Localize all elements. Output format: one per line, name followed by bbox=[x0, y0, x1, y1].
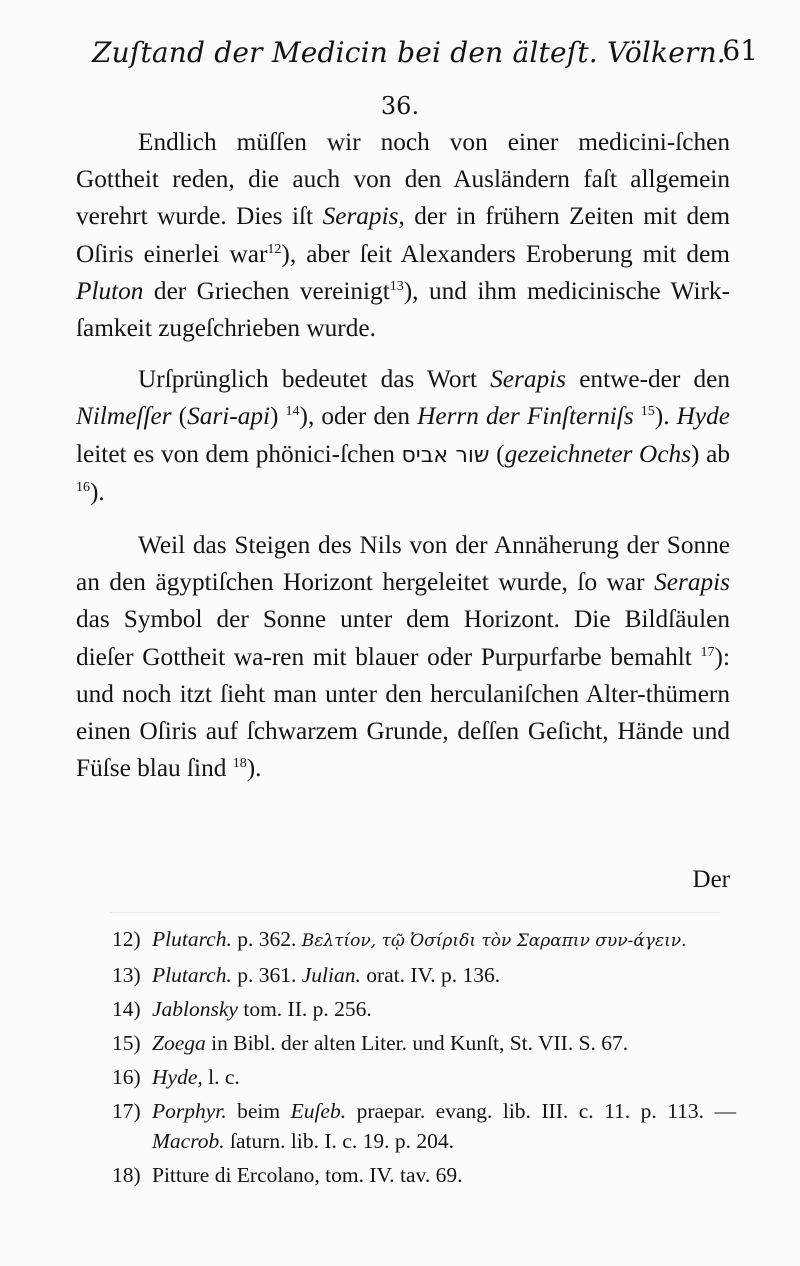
footnote-number: 14) bbox=[112, 997, 141, 1021]
text-run: ) bbox=[270, 402, 286, 431]
text-run: , der in frühern Zeiten mit dem Oſiris einerlei war bbox=[76, 202, 730, 268]
text-run: entwe-der den bbox=[566, 365, 730, 394]
text-run: der Griechen vereinigt bbox=[143, 276, 390, 305]
italic-term: Herrn der Finſterniſs bbox=[417, 402, 634, 431]
footnote-text: in Bibl. der alten Liter. und Kunſt, St. VII. S. 67. bbox=[205, 1031, 629, 1055]
page-header bbox=[0, 28, 800, 78]
running-head: Zuſtand der Medicin bei den älteſt. Völkern. bbox=[92, 36, 726, 69]
text-run: ) ab bbox=[691, 439, 731, 468]
footnote-text: praepar. evang. lib. III. c. 11. p. 113. — bbox=[346, 1099, 736, 1123]
text-run: ), und ihm medicinische Wirk-ſamkeit zugeſchrieben wurde. bbox=[76, 276, 730, 343]
footnote-text: p. 361. bbox=[231, 963, 302, 987]
text-run bbox=[634, 402, 641, 430]
footnote-number: 17) bbox=[112, 1099, 141, 1123]
text-run: Endlich müſſen wir noch von einer medicini-ſchen Gottheit reden, die auch von den Ausländern faſt allgemein verehrt wurde. Dies iſt bbox=[76, 128, 730, 231]
text-run: ( bbox=[171, 402, 188, 431]
italic-term: Nilmeſſer bbox=[76, 402, 172, 431]
text-run: ), oder den bbox=[299, 402, 418, 431]
footnote-author: Hyde bbox=[152, 1065, 198, 1089]
paragraph-1 bbox=[76, 124, 730, 347]
text-run: Weil das Steigen des Nils von der Annäherung der Sonne an den ägyptiſchen Horizont hergeleitet wurde, ſo war bbox=[76, 531, 730, 597]
footnote-number: 16) bbox=[112, 1065, 141, 1089]
footnote-text: orat. IV. p. 136. bbox=[360, 963, 501, 987]
footnote-text: ſaturn. lib. I. c. 19. p. 204. bbox=[224, 1129, 454, 1153]
footnote-author: Macrob. bbox=[152, 1129, 225, 1153]
text-run: ). bbox=[90, 477, 105, 506]
text-run: Urſprünglich bedeutet das Wort bbox=[138, 365, 491, 394]
footnote-text: , l. c. bbox=[197, 1065, 240, 1089]
text-run: ). bbox=[246, 754, 262, 783]
footnote bbox=[112, 1062, 736, 1092]
footnote bbox=[112, 994, 736, 1024]
footnote-author: Porphyr. bbox=[152, 1099, 227, 1123]
footnote-author: Euſeb. bbox=[290, 1099, 347, 1123]
footnote-text: beim bbox=[226, 1099, 291, 1123]
footnote bbox=[112, 1160, 736, 1190]
section-number: 36. bbox=[380, 92, 420, 120]
italic-term: Hyde bbox=[676, 402, 731, 431]
footnote-author: Plutarch. bbox=[152, 927, 232, 951]
footnote-number: 15) bbox=[112, 1031, 141, 1055]
footnote bbox=[112, 1096, 736, 1156]
footnote-greek-quote: Βελτίον, τῷ Ὀσίριδι τὸν Σαραπιν συν-άγειν. bbox=[301, 931, 687, 951]
paragraph-2 bbox=[76, 361, 730, 511]
italic-term: Serapis bbox=[322, 202, 399, 231]
footnote-ref: 17 bbox=[700, 644, 715, 660]
italic-term: Serapis bbox=[490, 365, 567, 394]
body-text bbox=[76, 124, 730, 787]
footnote bbox=[112, 960, 736, 990]
footnote-number: 12) bbox=[112, 927, 141, 951]
italic-term: gezeichneter Ochs bbox=[504, 439, 692, 468]
footnote-ref: 15 bbox=[640, 404, 655, 420]
text-run: leitet es von dem phönici-ſchen bbox=[76, 439, 402, 468]
footnote-author: Plutarch. bbox=[152, 963, 232, 987]
footnote-ref: 18 bbox=[232, 756, 247, 772]
page-number: 61 bbox=[722, 34, 758, 67]
italic-term: Serapis bbox=[654, 568, 730, 597]
catchword: Der bbox=[692, 866, 730, 893]
footnote-author: Julian. bbox=[301, 963, 361, 987]
footnote-ref: 13 bbox=[389, 278, 404, 294]
footnote-text: tom. II. p. 256. bbox=[237, 997, 372, 1021]
text-run: ( bbox=[489, 439, 505, 468]
footnote-number: 18) bbox=[112, 1163, 141, 1187]
text-run: ): und noch itzt ſieht man unter den herculaniſchen Alter-thümern einen Oſiris auf ſchwarzem Grunde, deſſen Geſicht, Hände und Füſse blau ſind bbox=[76, 642, 730, 783]
footnotes bbox=[112, 924, 736, 1194]
italic-term: Sari-api bbox=[187, 402, 271, 431]
text-run: ). bbox=[654, 402, 677, 431]
footnote-text: Pitture di Ercolano, tom. IV. tav. 69. bbox=[152, 1163, 463, 1187]
footnote bbox=[112, 1028, 736, 1058]
paragraph-3 bbox=[76, 527, 730, 787]
footnote-ref: 16 bbox=[76, 479, 90, 495]
footnote-text: p. 362. bbox=[231, 927, 302, 951]
footnote-divider bbox=[110, 912, 720, 913]
footnote-author: Zoega bbox=[152, 1031, 206, 1055]
hebrew-phrase: שור אביס bbox=[401, 442, 490, 468]
footnote-number: 13) bbox=[112, 963, 141, 987]
footnote-ref: 12 bbox=[267, 241, 282, 257]
footnote-ref: 14 bbox=[285, 404, 300, 420]
footnote-author: Jablonsky bbox=[152, 997, 238, 1021]
text-run: ), aber ſeit Alexanders Eroberung mit dem bbox=[281, 239, 730, 268]
text-run: das Symbol der Sonne unter dem Horizont. Die Bildſäulen dieſer Gottheit wa-ren mit blauer oder Purpurfarbe bemahlt bbox=[76, 605, 730, 671]
footnote bbox=[112, 924, 736, 956]
italic-term: Pluton bbox=[76, 276, 144, 305]
